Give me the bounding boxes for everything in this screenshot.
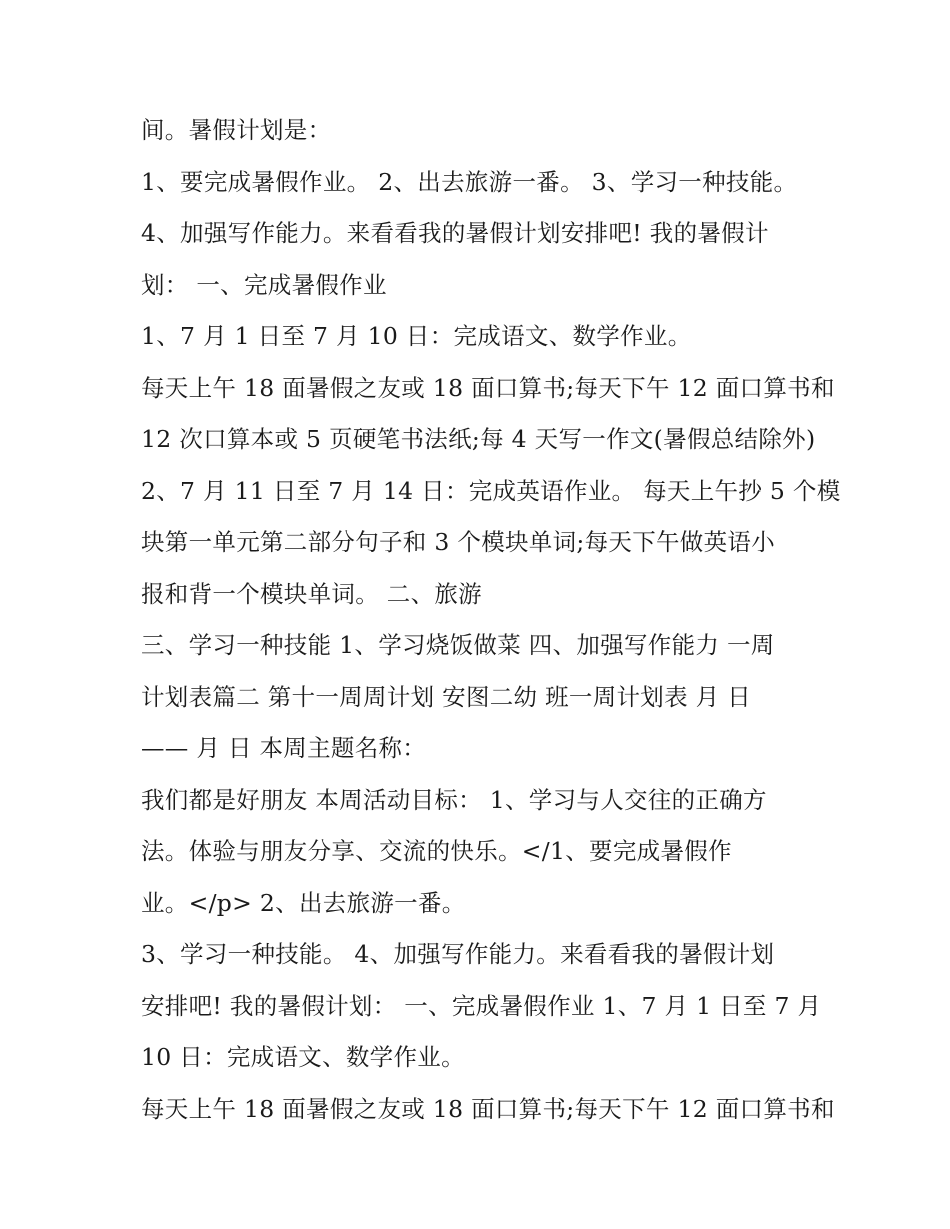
text-line: 间。暑假计划是：: [141, 116, 332, 144]
text-line: 1、要完成暑假作业。 2、出去旅游一番。 3、学习一种技能。: [141, 167, 798, 196]
text-line: 法。体验与朋友分享、交流的快乐。</1、要完成暑假作: [141, 837, 732, 865]
text-line: 每天上午 18 面暑假之友或 18 面口算书;每天下午 12 面口算书和: [141, 373, 835, 402]
text-line: 1、7 月 1 日至 7 月 10 日：完成语文、数学作业。: [141, 322, 692, 350]
text-line: 三、学习一种技能 1、学习烧饭做菜 四、加强写作能力 一周: [141, 631, 775, 659]
text-line: 10 日：完成语文、数学作业。: [141, 1043, 465, 1071]
document-body: [141, 110, 841, 1140]
text-line: 3、学习一种技能。 4、加强写作能力。来看看我的暑假计划: [141, 940, 775, 968]
text-line: 2、7 月 11 日至 7 月 14 日：完成英语作业。 每天上午抄 5 个模: [141, 476, 841, 505]
text-line: 划： 一、完成暑假作业: [141, 270, 387, 299]
text-line: 12 次口算本或 5 页硬笔书法纸;每 4 天写一作文(暑假总结除外): [141, 425, 816, 453]
text-line: —— 月 日 本周主题名称：: [141, 734, 427, 762]
text-line: 计划表篇二 第十一周周计划 安图二幼 班一周计划表 月 日: [141, 682, 752, 711]
text-line: 我们都是好朋友 本周活动目标： 1、学习与人交往的正确方: [141, 785, 767, 814]
text-line: 块第一单元第二部分句子和 3 个模块单词;每天下午做英语小: [141, 528, 776, 556]
text-line: 报和背一个模块单词。 二、旅游: [141, 579, 482, 608]
text-line: 4、加强写作能力。来看看我的暑假计划安排吧! 我的暑假计: [141, 219, 769, 247]
text-line: 业。</p> 2、出去旅游一番。: [141, 888, 466, 917]
text-line: 每天上午 18 面暑假之友或 18 面口算书;每天下午 12 面口算书和: [141, 1094, 835, 1123]
text-line: 安排吧! 我的暑假计划： 一、完成暑假作业 1、7 月 1 日至 7 月: [141, 991, 822, 1020]
